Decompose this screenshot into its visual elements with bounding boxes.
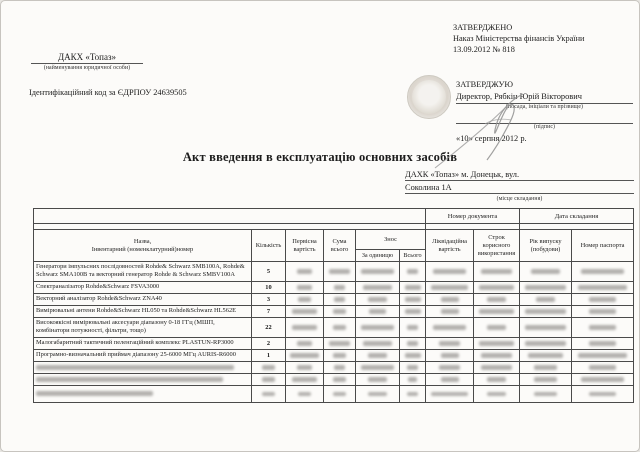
- redacted-value: [286, 337, 324, 349]
- redacted-value: [572, 385, 634, 402]
- redacted-value: [426, 361, 474, 373]
- pre-header-row: [34, 209, 634, 224]
- quantity-cell-redacted: [252, 361, 286, 373]
- header-quantity: Кількість: [252, 230, 286, 262]
- redacted-value: [400, 317, 426, 337]
- signature-line: [456, 111, 633, 124]
- redacted-value: [356, 305, 400, 317]
- redacted-value: [520, 349, 572, 361]
- redacted-value: [356, 361, 400, 373]
- redacted-value: [400, 373, 426, 385]
- approver-line: Директор, Рябкін Юрій Вікторович: [456, 92, 633, 105]
- assets-table: [33, 208, 634, 403]
- table-row: [34, 262, 634, 282]
- redacted-value: [356, 385, 400, 402]
- asset-name-cell-redacted: [34, 373, 252, 385]
- header-name: [34, 230, 252, 262]
- approval-block: [456, 80, 633, 145]
- redacted-value: [474, 305, 520, 317]
- approver-caption: (посада, ініціали та прізвище): [505, 104, 584, 110]
- redacted-value: [474, 385, 520, 402]
- table-row: [34, 385, 634, 402]
- redacted-value: [286, 373, 324, 385]
- redacted-value: [356, 281, 400, 293]
- redacted-value: [286, 385, 324, 402]
- redacted-value: [426, 305, 474, 317]
- asset-name-cell: Програмно-визначальний приймач діапазону 25-6000 МГц AURIS-R6000: [34, 349, 252, 361]
- redacted-value: [572, 281, 634, 293]
- asset-name-cell: Спектраналізатор Rohde&Schwarz FSVA3000: [34, 281, 252, 293]
- quantity-cell: 3: [252, 293, 286, 305]
- header-wear-total: Всього: [400, 250, 426, 262]
- redacted-value: [520, 361, 572, 373]
- redacted-value: [520, 262, 572, 282]
- redacted-value: [520, 281, 572, 293]
- redacted-value: [286, 293, 324, 305]
- approval-date: «10» серпня 2012 р.: [456, 134, 527, 144]
- redacted-value: [400, 337, 426, 349]
- redacted-value: [324, 305, 356, 317]
- redacted-value: [572, 349, 634, 361]
- redacted-value: [400, 349, 426, 361]
- redacted-value: [474, 373, 520, 385]
- asset-name-cell: Малогабаритний тактичний пеленгаційний комплекс PLASTUN-RP3000: [34, 337, 252, 349]
- redacted-value: [324, 317, 356, 337]
- approval-title: ЗАТВЕРДЖУЮ: [456, 80, 513, 89]
- redacted-value: [426, 373, 474, 385]
- redacted-value: [572, 373, 634, 385]
- redacted-value: [572, 361, 634, 373]
- header-date-compiled: Дата складання: [520, 209, 634, 224]
- quantity-cell: 1: [252, 349, 286, 361]
- redacted-value: [324, 337, 356, 349]
- signature-caption: (підпис): [533, 124, 556, 131]
- quantity-cell: 2: [252, 337, 286, 349]
- table-row: [34, 305, 634, 317]
- table-row: [34, 337, 634, 349]
- table-row: [34, 361, 634, 373]
- redacted-value: [474, 337, 520, 349]
- redacted-value: [400, 305, 426, 317]
- redacted-value: [356, 293, 400, 305]
- redacted-value: [356, 373, 400, 385]
- approved-order-line: Наказ Міністерства фінансів України: [453, 33, 585, 43]
- redacted-value: [426, 262, 474, 282]
- table-row: [34, 293, 634, 305]
- organization-name-caption: (найменування юридичної особи): [43, 65, 131, 71]
- organization-id-code: Ідентифікаційний код за ЄДРПОУ 24639505: [29, 88, 187, 97]
- asset-name-cell: Векторний аналізатор Rohde&Schwarz ZNA40: [34, 293, 252, 305]
- redacted-value: [324, 281, 356, 293]
- approved-order-block: [453, 23, 584, 55]
- header-liquidation-value: Ліквідаційна вартість: [426, 230, 474, 262]
- redacted-value: [520, 337, 572, 349]
- redacted-value: [426, 349, 474, 361]
- redacted-value: [426, 385, 474, 402]
- redacted-value: [324, 373, 356, 385]
- table-row: [34, 281, 634, 293]
- place-block: [405, 170, 634, 202]
- redacted-value: [286, 317, 324, 337]
- redacted-value: [572, 337, 634, 349]
- redacted-value: [474, 361, 520, 373]
- header-passport-number: Номер паспорта: [572, 230, 634, 262]
- redacted-value: [474, 281, 520, 293]
- asset-name-cell: Вимірювальні антени Rohde&Schwarz HL050 та Rohde&Schwarz HL562E: [34, 305, 252, 317]
- redacted-value: [572, 262, 634, 282]
- organization-block: [31, 52, 143, 71]
- header-useful-life: Строк корисного використання: [474, 230, 520, 262]
- redacted-value: [400, 293, 426, 305]
- redacted-value: [324, 361, 356, 373]
- redacted-value: [426, 337, 474, 349]
- redacted-value: [324, 385, 356, 402]
- quantity-cell: 22: [252, 317, 286, 337]
- redacted-value: [474, 317, 520, 337]
- header-initial-cost: Первісна вартість: [286, 230, 324, 262]
- quantity-cell: 7: [252, 305, 286, 317]
- table-row: [34, 317, 634, 337]
- place-line-1: ДАХК «Топаз» м. Донецьк, вул.: [405, 170, 634, 181]
- quantity-cell-redacted: [252, 385, 286, 402]
- redacted-value: [286, 281, 324, 293]
- redacted-value: [572, 317, 634, 337]
- redacted-value: [356, 337, 400, 349]
- organization-name: ДАКХ «Топаз»: [31, 52, 143, 64]
- redacted-value: [520, 305, 572, 317]
- redacted-value: [520, 385, 572, 402]
- asset-name-cell: Високоякісні вимірювальні аксесуари діапазону 0-18 ГГц (МШП, комбінатори потужності, фільтри, тощо): [34, 317, 252, 337]
- approved-order-date: 13.09.2012 № 818: [453, 44, 515, 54]
- header-sum-total: Сума всього: [324, 230, 356, 262]
- redacted-value: [426, 317, 474, 337]
- stamp-seal-icon: [407, 75, 451, 119]
- header-wear-per-unit: За одиницю: [356, 250, 400, 262]
- redacted-value: [400, 262, 426, 282]
- redacted-value: [520, 293, 572, 305]
- redacted-value: [400, 361, 426, 373]
- asset-name-cell: Генератори імпульсних послідовностей Rohde& Schwarz SMB100A, Rohde& Schwarz SMA100B та векторний генератор Rohde & Schwarz SMBV100A: [34, 262, 252, 282]
- redacted-value: [426, 281, 474, 293]
- redacted-value: [356, 317, 400, 337]
- redacted-value: [286, 361, 324, 373]
- redacted-value: [356, 262, 400, 282]
- quantity-cell: 5: [252, 262, 286, 282]
- redacted-value: [286, 262, 324, 282]
- redacted-value: [356, 349, 400, 361]
- table-header-row: [34, 230, 634, 250]
- place-caption: (місце складання): [496, 196, 543, 202]
- redacted-value: [286, 305, 324, 317]
- redacted-value: [520, 373, 572, 385]
- redacted-value: [286, 349, 324, 361]
- quantity-cell-redacted: [252, 373, 286, 385]
- asset-name-cell-redacted: [34, 385, 252, 402]
- table-row: [34, 349, 634, 361]
- header-name-line1: Назва,: [133, 237, 152, 245]
- redacted-value: [426, 293, 474, 305]
- redacted-value: [572, 293, 634, 305]
- approved-label: ЗАТВЕРДЖЕНО: [453, 23, 513, 32]
- header-name-line2: Інвентарний (номенклатурний)номер: [91, 245, 194, 253]
- redacted-value: [324, 262, 356, 282]
- redacted-value: [400, 385, 426, 402]
- header-year-of-issue: Рік випуску (побудови): [520, 230, 572, 262]
- redacted-value: [400, 281, 426, 293]
- header-doc-number: Номер документа: [426, 209, 520, 224]
- header-wear: Знос: [356, 230, 426, 250]
- table-row: [34, 373, 634, 385]
- redacted-value: [324, 349, 356, 361]
- document-title: Акт введення в експлуатацію основних засобів: [182, 150, 458, 164]
- redacted-value: [324, 293, 356, 305]
- quantity-cell: 10: [252, 281, 286, 293]
- redacted-value: [474, 293, 520, 305]
- redacted-value: [474, 349, 520, 361]
- place-line-2: Соколина 1А: [405, 183, 634, 194]
- redacted-value: [474, 262, 520, 282]
- asset-name-cell-redacted: [34, 361, 252, 373]
- redacted-value: [572, 305, 634, 317]
- redacted-value: [520, 317, 572, 337]
